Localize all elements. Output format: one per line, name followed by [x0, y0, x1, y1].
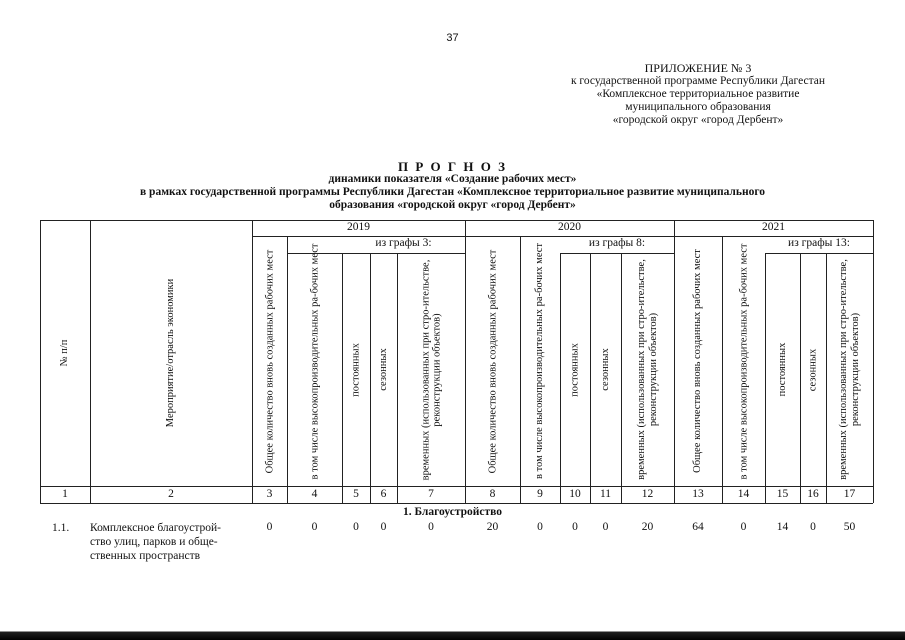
column-number: 8	[489, 488, 496, 500]
row-value: 0	[572, 521, 578, 533]
scan-edge	[0, 628, 905, 640]
document-heading	[0, 160, 905, 212]
col-header-temporary: временных (использованных при стро-ительстве, реконструкции объектов)	[636, 259, 659, 480]
column-number: 17	[843, 488, 856, 500]
col-header-permanent: постоянных	[776, 342, 788, 397]
appendix-line: «Комплексное территориальное развитие	[596, 88, 800, 100]
appendix-line: «городской округ «город Дербент»	[612, 114, 784, 126]
column-number: 1	[62, 488, 68, 500]
subgroup-label: из графы 8:	[588, 237, 646, 249]
col-header-seasonal: сезонных	[599, 348, 611, 391]
heading-title: П Р О Г Н О З	[397, 159, 508, 174]
column-number: 3	[266, 488, 273, 500]
column-number: 11	[599, 488, 612, 500]
row-value: 14	[776, 521, 789, 533]
column-number: 6	[380, 488, 387, 500]
row-value: 0	[266, 521, 273, 533]
page-number: 37	[446, 32, 459, 44]
col-header-seasonal: сезонных	[377, 348, 389, 391]
col-header-high-productivity: в том числе высокопроизводительных ра-бочих мест	[737, 243, 749, 480]
col-header-total: Общее количество вновь созданных рабочих мест	[692, 249, 704, 473]
row-value: 20	[641, 521, 654, 533]
column-number: 16	[807, 488, 819, 500]
column-number: 9	[537, 488, 543, 500]
col-header-total: Общее количество вновь созданных рабочих мест	[263, 249, 275, 473]
col-header-permanent: постоянных	[569, 342, 581, 397]
row-value: 0	[602, 521, 609, 533]
col-header-seasonal: сезонных	[807, 348, 819, 391]
table-rule	[40, 503, 873, 504]
col-header-event: Мероприятие/отрасль экономики	[165, 278, 177, 428]
row-value: 0	[380, 521, 387, 533]
appendix-title: ПРИЛОЖЕНИЕ № 3	[644, 61, 752, 75]
appendix-line: к государственной программе Республики Дагестан	[570, 75, 826, 87]
column-number: 10	[569, 488, 581, 500]
row-value: 0	[353, 521, 359, 533]
heading-line: динамики показателя «Создание рабочих мест»	[328, 173, 577, 185]
column-number: 13	[692, 488, 704, 500]
col-header-temporary: временных (использованных при стро-ительстве, реконструкции объектов)	[419, 259, 442, 480]
appendix-block	[548, 62, 848, 127]
column-number: 7	[428, 488, 434, 500]
row-value: 0	[428, 521, 434, 533]
row-value: 0	[810, 521, 816, 533]
table-rule	[873, 220, 874, 503]
year-label: 2020	[558, 221, 581, 233]
row-value: 50	[843, 521, 856, 533]
col-header-high-productivity: в том числе высокопроизводительных ра-бочих мест	[534, 243, 546, 480]
appendix-line: муниципального образования	[625, 101, 771, 113]
col-header-temporary: временных (использованных при стро-ительстве, реконструкции объектов)	[838, 259, 861, 480]
row-value: 0	[537, 521, 543, 533]
row-name-line: Комплексное благоустрой-	[90, 522, 221, 534]
column-number: 2	[168, 488, 174, 500]
column-number: 14	[737, 488, 750, 500]
column-number: 15	[776, 488, 789, 500]
section-title: 1. Благоустройство	[402, 506, 503, 518]
subgroup-label: из графы 13:	[788, 237, 850, 249]
column-number: 5	[353, 488, 359, 500]
column-number: 4	[311, 488, 318, 500]
row-value: 0	[311, 521, 318, 533]
col-header-permanent: постоянных	[350, 342, 362, 397]
row-number: 1.1.	[52, 522, 70, 534]
subgroup-label: из графы 3:	[375, 237, 432, 249]
row-value: 20	[486, 521, 499, 533]
heading-line: в рамках государственной программы Республики Дагестан «Комплексное территориальное развитие муниципального	[139, 186, 766, 198]
col-header-high-productivity: в том числе высокопроизводительных ра-бочих мест	[308, 243, 320, 480]
column-number: 12	[641, 488, 654, 500]
col-header-number: № п/п	[59, 339, 71, 367]
year-label: 2019	[347, 221, 370, 233]
row-value: 0	[740, 521, 747, 533]
row-value: 64	[692, 521, 704, 533]
row-name-line: ственных пространств	[90, 550, 201, 562]
row-name-line: ство улиц, парков и обще-	[90, 536, 218, 548]
heading-line: образования «городской округ «город Дербент»	[329, 199, 576, 211]
col-header-total: Общее количество вновь созданных рабочих мест	[486, 249, 498, 473]
year-label: 2021	[762, 221, 785, 233]
